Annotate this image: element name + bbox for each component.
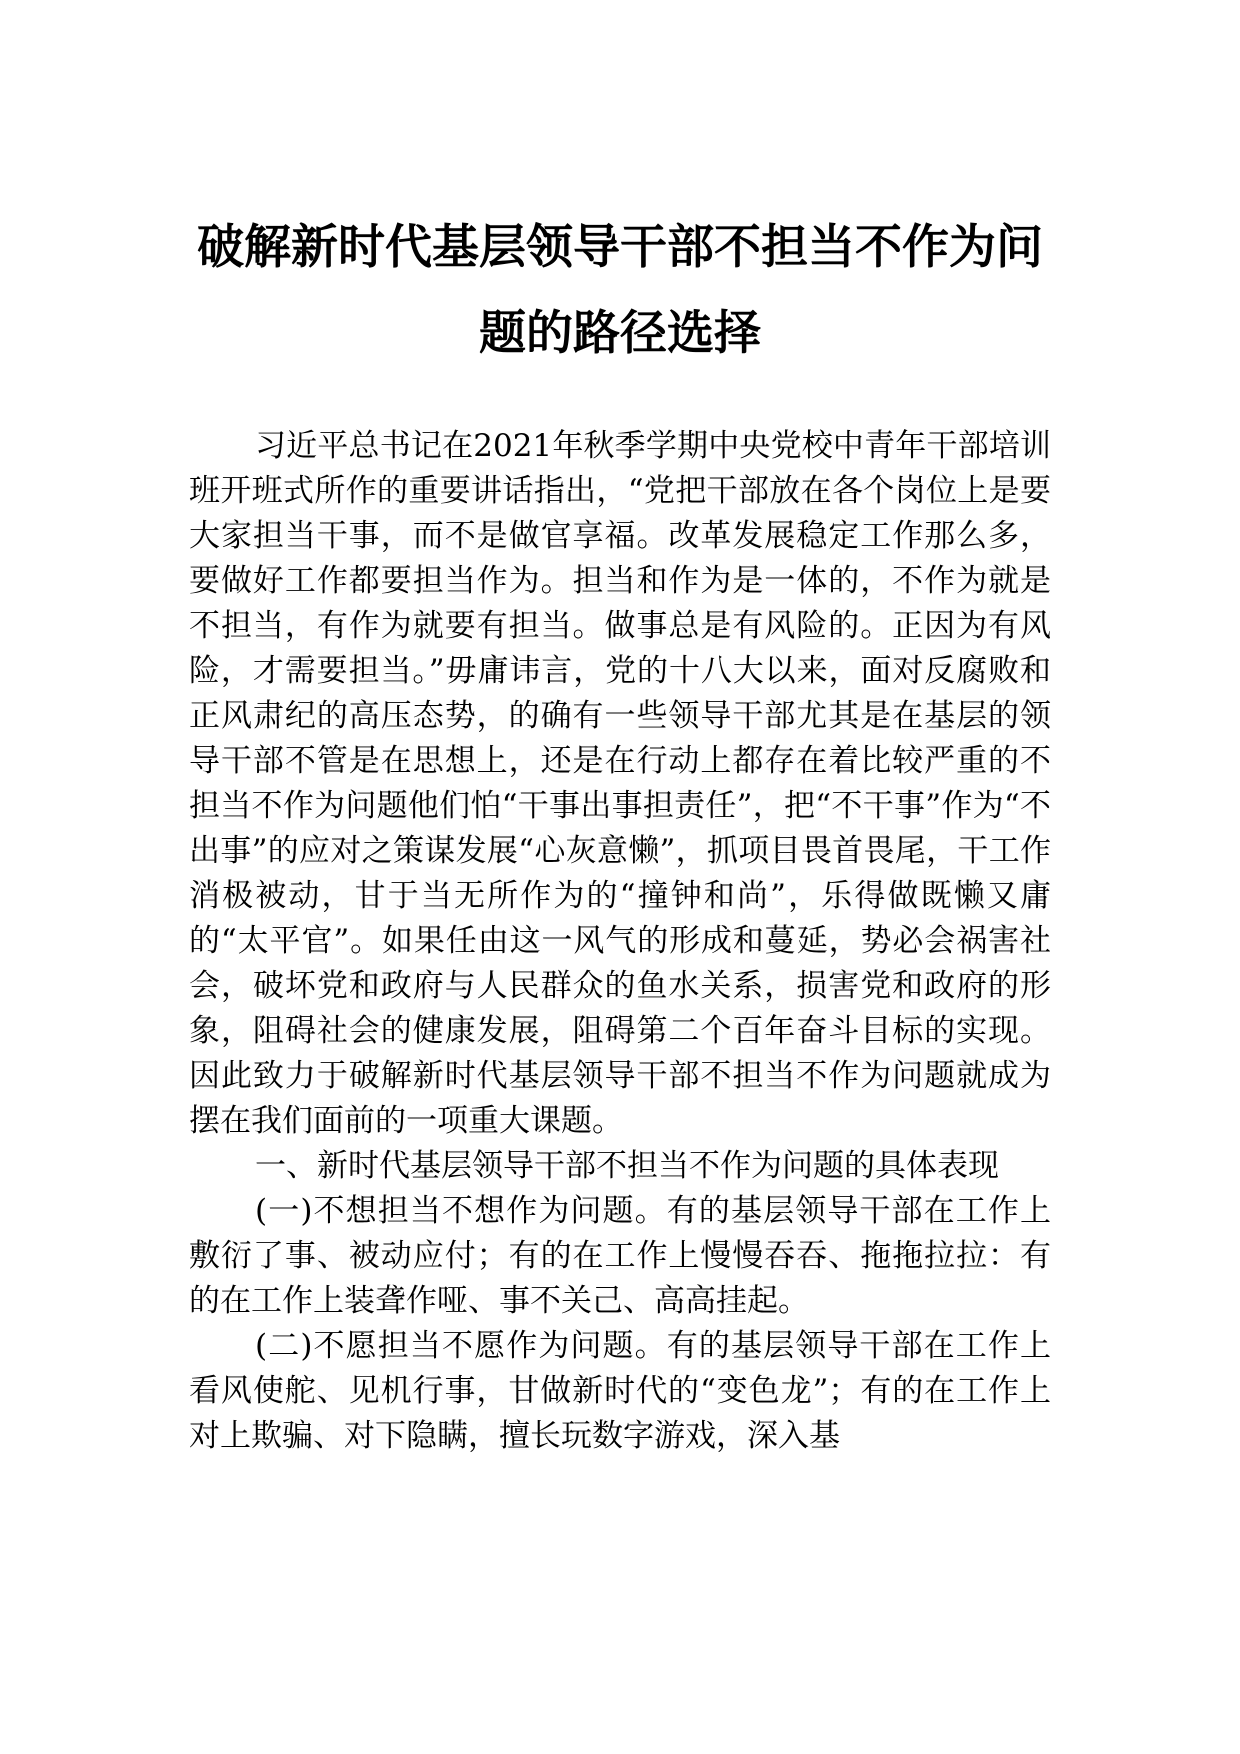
subsection-paragraph-1: (一)不想担当不想作为问题。有的基层领导干部在工作上敷衍了事、被动应付；有的在工作上慢慢吞吞、拖拖拉拉：有的在工作上装聋作哑、事不关己、高高挂起。 <box>189 1193 1051 1319</box>
intro-paragraph: 习近平总书记在2021年秋季学期中央党校中青年干部培训班开班式所作的重要讲话指出，“党把干部放在各个岗位上是要大家担当干事，而不是做官享福。改革发展稳定工作那么多，要做好工作都要担当作为。担当和作为是一体的，不作为就是不担当，有作为就要有担当。做事总是有风险的。正因为有风险，才需要担当。”毋庸讳言，党的十八大以来，面对反腐败和正风肃纪的高压态势，的确有一些领导干部尤其是在基层的领导干部不管是在思想上，还是在行动上都存在着比较严重的不担当不作为问题他们怕“干事出事担责任”，把“不干事”作为“不出事”的应对之策谋发展“心灰意懒”，抓项目畏首畏尾，干工作消极被动，甘于当无所作为的“撞钟和尚”，乐得做既懒又庸的“太平官”。如果任由这一风气的形成和蔓延，势必会祸害社会，破坏党和政府与人民群众的鱼水关系，损害党和政府的形象，阻碍社会的健康发展，阻碍第二个百年奋斗目标的实现。因此致力于破解新时代基层领导干部不担当不作为问题就成为摆在我们面前的一项重大课题。 <box>189 428 1051 1139</box>
section-heading-1: 一、新时代基层领导干部不担当不作为问题的具体表现 <box>255 1148 999 1184</box>
document-title-line-2: 题的路径选择 <box>479 306 761 361</box>
document-title-line-1: 破解新时代基层领导干部不担当不作为问 <box>197 220 1043 275</box>
subsection-paragraph-2: (二)不愿担当不愿作为问题。有的基层领导干部在工作上看风使舵、见机行事，甘做新时代的“变色龙”；有的在工作上对上欺骗、对下隐瞒，擅长玩数字游戏，深入基 <box>189 1328 1051 1454</box>
document-body <box>189 424 1051 1459</box>
